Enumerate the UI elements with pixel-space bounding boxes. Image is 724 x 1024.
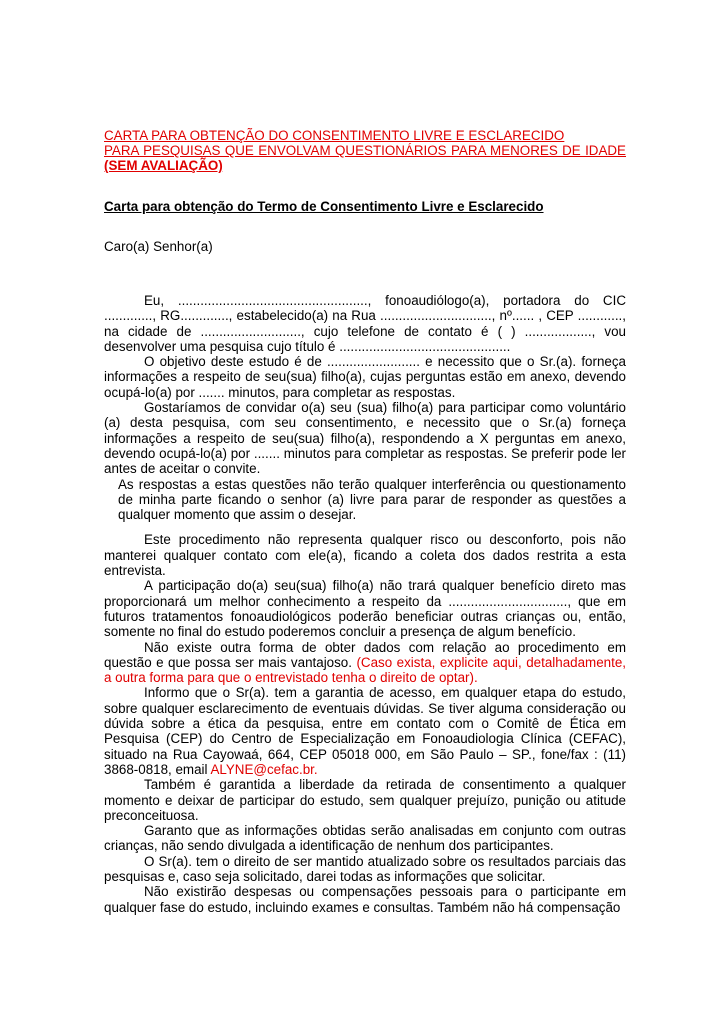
paragraph-answers: As respostas a estas questões não terão qualquer interferência ou questionamento de minha parte ficando o senhor (a) livre para parar de responder as questões a qualquer momento que assim o desejar. [118,476,626,523]
paragraph-withdrawal: Também é garantida a liberdade da retirada de consentimento a qualquer momento e deixar de participar do estudo, sem qualquer prejuízo, punição ou atitude preconceituosa. [104,777,626,823]
access-text: Informo que o Sr(a). tem a garantia de acesso, em qualquer etapa do estudo, sobre qualquer esclarecimento de eventuais dúvidas. Se tiver alguma consideração ou dúvida sobre a ética da pesquisa, entre em contato com o Comitê de Ética em Pesquisa (CEP) do Centro de Especialização em Fonoaudiologia Clínica (CEFAC), situado na Rua Cayowaá, 664, CEP 05018 000, em São Paulo – SP., fone/fax : (11) 3868-0818, email [104,685,626,777]
paragraph-invitation: Gostaríamos de convidar o(a) seu (sua) filho(a) para participar como voluntário (a) desta pesquisa, com seu consentimento, e necessito que o Sr.(a) forneça informações a respeito de seu(sua) filho(a), respondendo a X perguntas em anexo, devendo ocupá-lo(a) por ....... minutos para completar as respostas. Se preferir pode ler antes de aceitar o convite. [104,400,626,477]
paragraph-benefit: A participação do(a) seu(sua) filho(a) não trará qualquer benefício direto mas proporcionará um melhor conhecimento a respeito da ................................, que em futuros tratamentos fonoaudiológicos poderão beneficiar outras crianças ou, então, somente no final do estudo poderemos concluir a presença de algum benefício. [104,578,626,640]
paragraph-updates: O Sr(a). tem o direito de ser mantido atualizado sobre os resultados parciais das pesquisas e, caso seja solicitado, darei todas as informações que solicitar. [104,853,626,884]
alternative-note: (Caso exista, explicite aqui, detalhadamente, a outra forma para que o entrevistado tenha o direito de optar). [104,654,626,686]
paragraph-expenses: Não existirão despesas ou compensações pessoais para o participante em qualquer fase do estudo, incluindo exames e consultas. Também não há compensação [104,884,626,915]
contact-email: ALYNE@cefac.br. [210,761,318,777]
paragraph-access [104,685,626,777]
doc-title-line-2: PARA PESQUISAS QUE ENVOLVAM QUESTIONÁRIOS PARA MENORES DE IDADE [104,143,626,158]
doc-subtitle: Carta para obtenção do Termo de Consentimento Livre e Esclarecido [104,199,544,214]
alternative-text: Não existe outra forma de obter dados com relação ao procedimento em questão e que possa ser mais vantajoso. [104,639,626,670]
doc-title-line-1: CARTA PARA OBTENÇÃO DO CONSENTIMENTO LIVRE E ESCLARECIDO [104,128,565,143]
paragraph-alternative [104,640,626,686]
greeting: Caro(a) Senhor(a) [104,239,213,254]
paragraph-confidentiality: Garanto que as informações obtidas serão analisadas em conjunto com outras crianças, não sendo divulgada a identificação de nenhum dos participantes. [104,823,626,854]
paragraph-risk: Este procedimento não representa qualquer risco ou desconforto, pois não manterei qualquer contato com ele(a), ficando a coleta dos dados restrita a esta entrevista. [104,532,626,579]
paragraph-objective: O objetivo deste estudo é de ......................... e necessito que o Sr.(a). forneça informações a respeito de seu(sua) filho(a), cujas perguntas estão em anexo, devendo ocupá-lo(a) por ....... minutos, para completar as respostas. [104,354,626,400]
doc-title-line-3: (SEM AVALIAÇÃO) [104,158,223,173]
paragraph-identification: Eu, ..................................................., fonoaudiólogo(a), portadora do CIC ............., RG............., estabelecido(a) na Rua .............................., nº...... , CEP ............, na cidade de ..........................., cujo telefone de contato é ( ) .................., vou desenvolver uma pesquisa cujo título é .............................................. [104,293,626,354]
